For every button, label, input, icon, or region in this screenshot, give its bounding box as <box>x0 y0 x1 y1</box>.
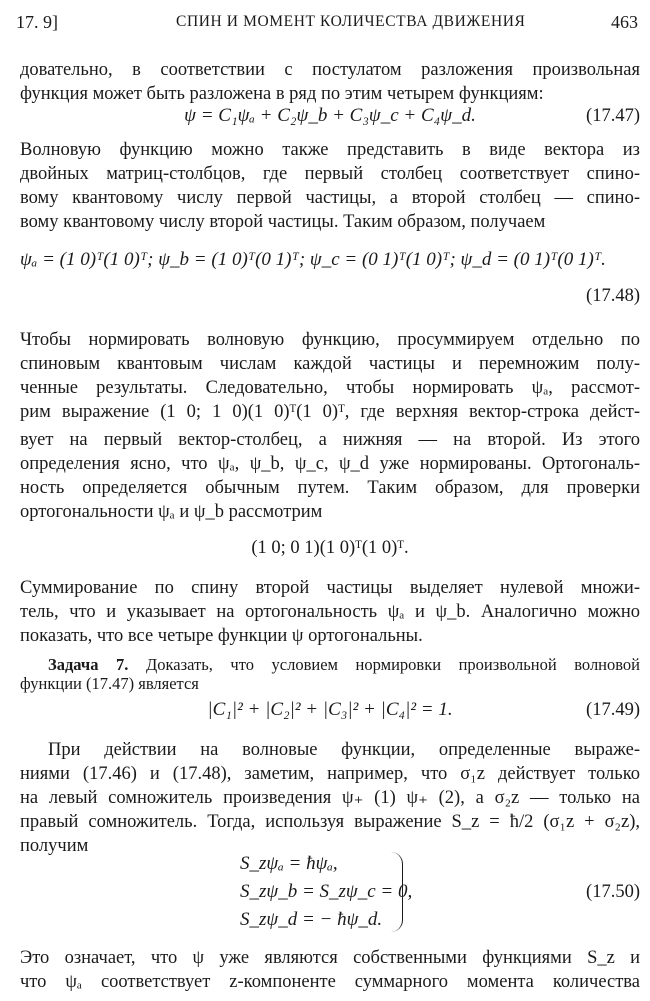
paragraph-3-line-7: ность определяется обычным путем. Таким образом, для проверки <box>20 478 640 498</box>
section-reference: 17. 9] <box>16 12 58 32</box>
paragraph-5-line-1: При действии на волновые функции, определенные выраже- <box>48 740 640 760</box>
paragraph-3-line-4: рим выражение (1 0; 1 0)(1 0)ᵀ(1 0)ᵀ, где верхняя вектор-строка дейст- <box>20 402 640 422</box>
paragraph-2-line-1: Волновую функцию можно также представить в виде вектора из <box>20 140 640 160</box>
paragraph-5-line-3: на левый сомножитель произведения ψ₊ (1) ψ₊ (2), а σ₂z — только на <box>20 788 640 808</box>
paragraph-3-line-2: спиновым квантовым числам каждой частицы и перемножим полу- <box>20 354 640 374</box>
equation-17-47-number: (17.47) <box>586 106 640 126</box>
task-7-line-2: функции (17.47) является <box>20 674 199 693</box>
paragraph-1-line-2: функция может быть разложена в ряд по этим четырем функциям: <box>20 84 544 104</box>
equation-17-47 <box>20 104 640 132</box>
paragraph-4-line-2: тель, что и указывает на ортогональность ψₐ и ψ_b. Аналогично можно <box>20 602 640 622</box>
equation-17-48-formula: ψₐ = (1 0)ᵀ(1 0)ᵀ; ψ_b = (1 0)ᵀ(0 1)ᵀ; ψ_c = (0 1)ᵀ(1 0)ᵀ; ψ_d = (0 1)ᵀ(0 1)ᵀ. <box>20 249 606 270</box>
equation-17-50-line-1: S_zψₐ = ħψₐ, <box>240 853 338 874</box>
equation-orthogonality <box>20 536 640 564</box>
equation-17-48-number-row <box>20 284 640 312</box>
paragraph-5-line-4: правый сомножитель. Тогда, используя выражение S_z = ħ/2 (σ₁z + σ₂z), <box>20 812 640 832</box>
task-7-label: Задача 7. <box>48 655 129 674</box>
paragraph-3-line-6: определения ясно, что ψₐ, ψ_b, ψ_c, ψ_d уже нормированы. Ортогональ- <box>20 454 640 474</box>
equation-17-48 <box>20 248 640 276</box>
paragraph-2-line-2: двойных матриц-столбцов, где первый столбец соответствует спино- <box>20 164 640 184</box>
equation-17-49-number: (17.49) <box>586 700 640 720</box>
equation-17-50-number-row <box>20 880 640 908</box>
paragraph-2-line-4: вому квантовому числу второй частицы. Таким образом, получаем <box>20 212 546 232</box>
paragraph-4-line-3: показать, что все четыре функции ψ ортогональны. <box>20 626 423 646</box>
paragraph-5-line-5: получим <box>20 836 89 856</box>
task-7-text-1: Доказать, что условием нормировки произвольной волновой <box>145 655 641 674</box>
paragraph-1-line-1: довательно, в соответствии с постулатом разложения произвольная <box>20 60 640 80</box>
equation-17-49-formula: |C₁|² + |C₂|² + |C₃|² + |C₄|² = 1. <box>207 699 453 720</box>
paragraph-3-line-5: вует на первый вектор-столбец, а нижняя — на второй. Из этого <box>20 430 640 450</box>
equation-17-49 <box>20 698 640 726</box>
paragraph-3-line-1: Чтобы нормировать волновую функцию, просуммируем отдельно по <box>20 330 640 350</box>
paragraph-6-line-1: Это означает, что ψ уже являются собственными функциями S_z и <box>20 948 640 968</box>
equation-17-47-formula: ψ = C₁ψₐ + C₂ψ_b + C₃ψ_c + C₄ψ_d. <box>184 105 476 126</box>
equation-orthogonality-formula: (1 0; 0 1)(1 0)ᵀ(1 0)ᵀ. <box>251 538 409 558</box>
paragraph-2-line-3: вому квантовому числу первой частицы, а второй столбец — спино- <box>20 188 640 208</box>
paragraph-4-line-1: Суммирование по спину второй частицы выделяет нулевой множи- <box>20 578 640 598</box>
task-7-line-1 <box>20 654 640 675</box>
page-number: 463 <box>611 12 638 32</box>
equation-17-48-number: (17.48) <box>586 286 640 306</box>
running-header <box>16 10 638 34</box>
running-title: СПИН И МОМЕНТ КОЛИЧЕСТВА ДВИЖЕНИЯ <box>176 13 526 30</box>
paragraph-3-line-8: ортогональности ψₐ и ψ_b рассмотрим <box>20 502 323 522</box>
paragraph-3-line-3: ченные результаты. Следовательно, чтобы нормировать ψₐ, рассмот- <box>20 378 640 398</box>
equation-17-50-line-3: S_zψ_d = − ħψ_d. <box>240 909 383 930</box>
paragraph-5-line-2: ниями (17.46) и (17.48), заметим, например, что σ₁z действует только <box>20 764 640 784</box>
equation-17-50-line-2: S_zψ_b = S_zψ_c = 0, <box>240 881 413 902</box>
paragraph-6-line-2: что ψₐ соответствует z-компоненте суммарного момента количества <box>20 972 640 992</box>
equation-17-50-number: (17.50) <box>586 882 640 902</box>
